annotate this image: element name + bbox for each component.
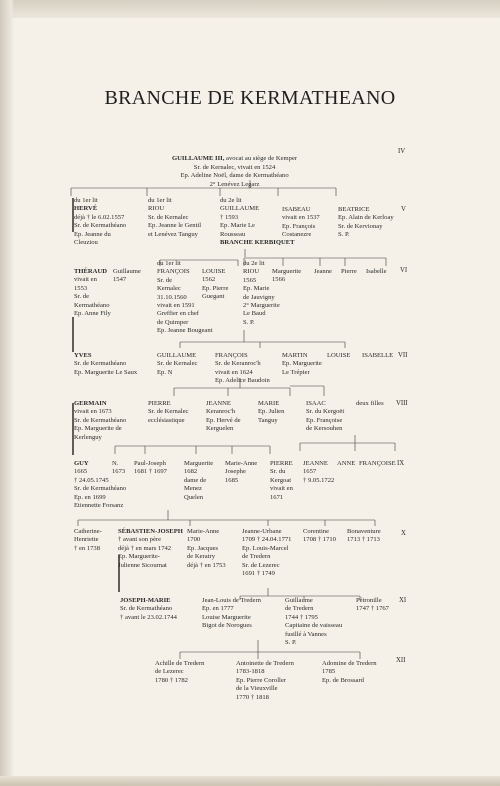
person-francois-vii: FRANÇOIS Sr. de Keranroc'h vivait en 1624 Ep. Adelice Baudoin (215, 352, 270, 385)
person-marguerite-ix: Marguerite 1682 dame de Menez Quelen (184, 460, 214, 501)
person-herve: du 1er lit HERVÉ déjà † le 6.02.1557 Sr. de Kermathéano Ep. Jeanne du Cleuziou (74, 197, 127, 247)
person-joseph-marie: JOSEPH-MARIE Sr. de Kermathéano † avant le 23.02.1744 (120, 597, 177, 621)
person-name: THÉRAUD (74, 268, 107, 275)
generation-marker-ix: IX (397, 460, 405, 467)
generation-marker-vii: VII (398, 352, 408, 359)
person-adomine: Adomine de Tredern 1785 Ep. de Brossard (322, 660, 377, 684)
person-francois-vi: du 1er lit FRANÇOIS Sr. de Kernalec 31.10.1560 vivait en 1591 Greffier en chef de Quimper Ep. Jeanne Bougeant (157, 260, 213, 335)
person-name: GERMAIN (74, 400, 107, 407)
person-guillaume-xi: Guillaume de Tredern 1744 † 1795 Capitaine de vaisseau fusillé à Vannes S. P. (285, 597, 343, 647)
page-title: BRANCHE DE KERMATHEANO (104, 87, 396, 109)
person-pierre-ix: PIERRE Sr. du Kergoat vivait en 1671 (270, 460, 293, 501)
person-n-ix: N. 1673 (112, 460, 126, 476)
person-louise-vi: LOUISE 1562 Ep. Pierre Guegant (202, 268, 229, 301)
person-jeanne-urbane: Jeanne-Urbane 1709 † 24.04.1771 Ep. Louis-Marcel de Tredern Sr. de Lezerec 1691 † 1749 (242, 528, 292, 578)
person-martin-vii: MARTIN Ep. Marguerite Le Trépier (282, 352, 322, 376)
person-germain: GERMAIN vivait en 1673 Sr. de Kermathéano Ep. Marguerite de Kerlenguy (74, 400, 127, 441)
person-antoinette: Antoinette de Tredern 1783-1818 Ep. Pierre Coroller de la Vieuxville 1770 † 1818 (236, 660, 294, 701)
person-corentine: Corentine 1708 † 1710 (303, 528, 336, 544)
person-name: SÉBASTIEN-JOSEPH (118, 528, 183, 535)
person-bonaventure: Bonaventure 1713 † 1713 (347, 528, 381, 544)
person-jeanne-viii: JEANNE Keranroc'h Ep. Hervé de Kerguelen (206, 400, 241, 433)
person-name: HERVÉ (74, 205, 98, 213)
person-name: JOSEPH-MARIE (120, 597, 171, 604)
person-pierre-viii: PIERRE Sr. de Kernalec ecclésiastique (148, 400, 189, 424)
person-achille: Achille de Tredern de Lezerec 1780 † 1782 (155, 660, 205, 684)
person-name: GUY (74, 460, 89, 467)
person-petronille: Pétronille 1747 † 1767 (356, 597, 389, 613)
person-guillaume-vii: GUILLAUME Sr. de Kernalec Ep. N (157, 352, 198, 376)
person-riou-v: du 1er lit RIOU Sr. de Kernalec Ep. Jeanne le Gentil et Lenévez Tanguy (148, 197, 202, 238)
person-marguerite-vi: Marguerite 1566 (272, 268, 302, 284)
person-catherine-henriette: Catherine- Henriette † en 1738 (74, 528, 102, 552)
person-jean-louis: Jean-Louis de Tredern Ep. en 1777 Louise Marguerite Bigot de Norogues (202, 597, 261, 630)
generation-marker-xii: XII (396, 657, 406, 664)
person-isabelle-vii: ISABELLE (362, 352, 394, 359)
generation-marker-x: X (401, 530, 406, 537)
person-yves: YVES Sr. de Kermathéano Ep. Marguerite Le Saux (74, 352, 138, 376)
person-beatrice: BEATRICE Ep. Alain de Kerloay Sr. de Kervionay S. P. (338, 206, 394, 239)
person-anne-ix: ANNE (337, 460, 356, 467)
generation-marker-xi: XI (399, 597, 407, 604)
person-sebastien-joseph: SÉBASTIEN-JOSEPH † avant son père déjà † en mars 1742 Ep. Marguerite- Julienne Sicournat (118, 528, 183, 569)
person-marie-anne-ix: Marie-Anne Josephe 1685 (225, 460, 258, 484)
person-guillaume-v: du 2e lit GUILLAUME † 1593 Ep. Marie Le Rousseau BRANCHE KERBIQUET (220, 197, 295, 247)
person-isaac-viii: ISAAC Sr. du Kergoët Ep. Françoise de Kersouhen (306, 400, 345, 433)
generation-marker-vi: VI (400, 267, 408, 274)
generation-marker-v: V (401, 206, 406, 213)
person-name: GUILLAUME III, (172, 155, 225, 163)
person-riou-vi: du 2e lit RIOU 1565 Ep. Marie de Jauvigny 2° Marguerite Le Baud S. P. (243, 260, 280, 326)
branch-kerbiquet-label: BRANCHE KERBIQUET (220, 239, 295, 247)
person-isabelle-vi: Isabelle (366, 268, 387, 275)
person-name: YVES (74, 352, 92, 359)
person-marie-viii: MARIE Ep. Julien Tanguy (258, 400, 285, 424)
person-deux-filles: deux filles (356, 400, 384, 407)
person-guillaume-iii: GUILLAUME III, avocat au siège de Kemper Sr. de Kernalec, vivait en 1524 Ep. Adeline Noël, dame de Kermathéano 2° Lenévez Legarz (172, 155, 298, 188)
person-paul-joseph: Paul-Joseph 1681 † 1697 (134, 460, 167, 476)
person-marie-anne-x: Marie-Anne 1700 Ep. Jacques de Keratry déjà † en 1753 (187, 528, 226, 569)
person-theraud: THÉRAUD vivait en 1553 Sr. de Kermathéano Ep. Anne Fily (74, 268, 111, 318)
person-guy: GUY 1665 † 24.05.1745 Sr. de Kermathéano Ep. en 1699 Etiennette Forsanz (74, 460, 127, 510)
person-pierre-vi: Pierre (341, 268, 357, 275)
person-isabeau-v: ISABEAU vivait en 1537 Ep. François Costanezre (282, 206, 320, 239)
generation-marker-iv: IV (398, 148, 406, 155)
person-louise-vii: LOUISE (327, 352, 351, 359)
person-jeanne-vi: Jeanne (314, 268, 332, 275)
person-jeanne-ix: JEANNE 1657 † 9.05.1722 (303, 460, 335, 484)
person-guillaume-vi: Guillaume 1547 (113, 268, 141, 284)
generation-marker-viii: VIII (396, 400, 408, 407)
person-francoise-ix: FRANÇOISE (359, 460, 396, 467)
